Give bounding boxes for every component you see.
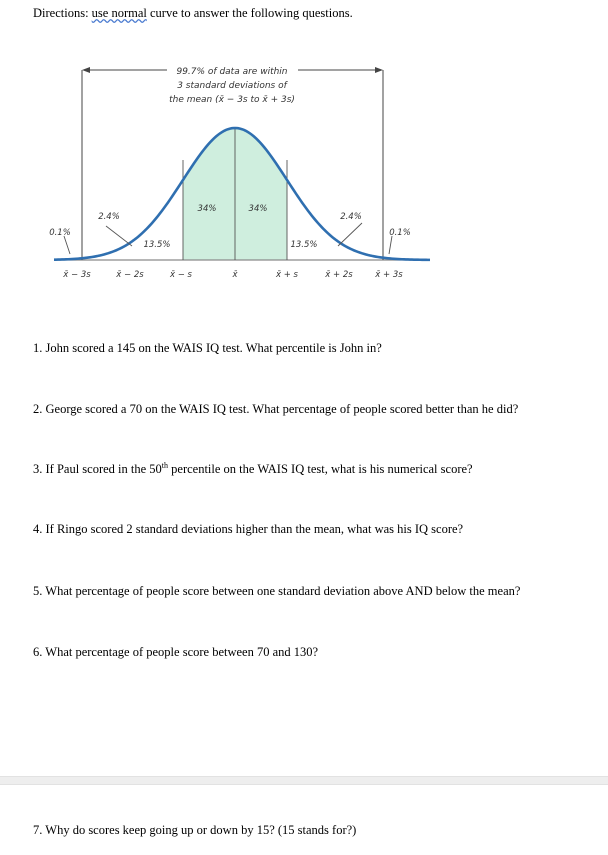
header-line-1: 99.7% of data are within xyxy=(176,67,288,77)
question-4: 4. If Ringo scored 2 standard deviations higher than the mean, what was his IQ score? xyxy=(33,522,464,536)
axis-label-plus-s: x̄ + s xyxy=(276,270,298,280)
pointer-01-right xyxy=(389,236,392,254)
question-3-sup: th xyxy=(161,461,169,470)
pct-13-right: 13.5% xyxy=(290,240,318,250)
pct-center-left: 34% xyxy=(197,204,217,214)
pct-01-left: 0.1% xyxy=(49,228,71,238)
axis-label-mean: x̄ xyxy=(232,270,238,280)
pointer-13-right xyxy=(338,223,362,246)
arrowhead-right xyxy=(375,67,383,73)
pointer-13-left xyxy=(106,226,132,246)
pct-13-left: 13.5% xyxy=(143,240,171,250)
pct-center-right: 34% xyxy=(248,204,268,214)
question-2: 2. George scored a 70 on the WAIS IQ test. What percentage of people scored better than he did? xyxy=(33,402,519,416)
question-5: 5. What percentage of people score between one standard deviation above AND below the mean? xyxy=(33,584,521,598)
directions-prefix: Directions: xyxy=(33,6,92,20)
question-7: 7. Why do scores keep going up or down by 15? (15 stands for?) xyxy=(33,823,357,837)
pct-2-right: 2.4% xyxy=(340,212,362,222)
question-3 xyxy=(33,461,473,477)
question-1: 1. John scored a 145 on the WAIS IQ test. What percentile is John in? xyxy=(33,341,382,355)
question-3-before: 3. If Paul scored in the 50 xyxy=(33,462,162,477)
axis-label-plus-2s: x̄ + 2s xyxy=(325,270,353,280)
question-6: 6. What percentage of people score between 70 and 130? xyxy=(33,645,319,659)
question-3-after: percentile on the WAIS IQ test, what is his numerical score? xyxy=(168,462,473,477)
header-line-2: 3 standard deviations of xyxy=(177,81,287,91)
normal-curve-svg xyxy=(46,56,441,286)
normal-curve-figure xyxy=(46,56,441,286)
axis-label-minus-s: x̄ − s xyxy=(170,270,192,280)
axis-label-minus-2s: x̄ − 2s xyxy=(116,270,144,280)
axis-label-plus-3s: x̄ + 3s xyxy=(375,270,403,280)
directions xyxy=(33,6,353,21)
directions-suffix: curve to answer the following questions. xyxy=(146,6,353,20)
pointer-01-left xyxy=(64,236,70,254)
pct-01-right: 0.1% xyxy=(389,228,411,238)
header-line-3: the mean (x̄ − 3s to x̄ + 3s) xyxy=(169,95,295,105)
axis-label-minus-3s: x̄ − 3s xyxy=(63,270,91,280)
arrowhead-left xyxy=(82,67,90,73)
page-break xyxy=(0,776,608,785)
pct-2-left: 2.4% xyxy=(98,212,120,222)
directions-underlined: use normal xyxy=(91,6,147,20)
